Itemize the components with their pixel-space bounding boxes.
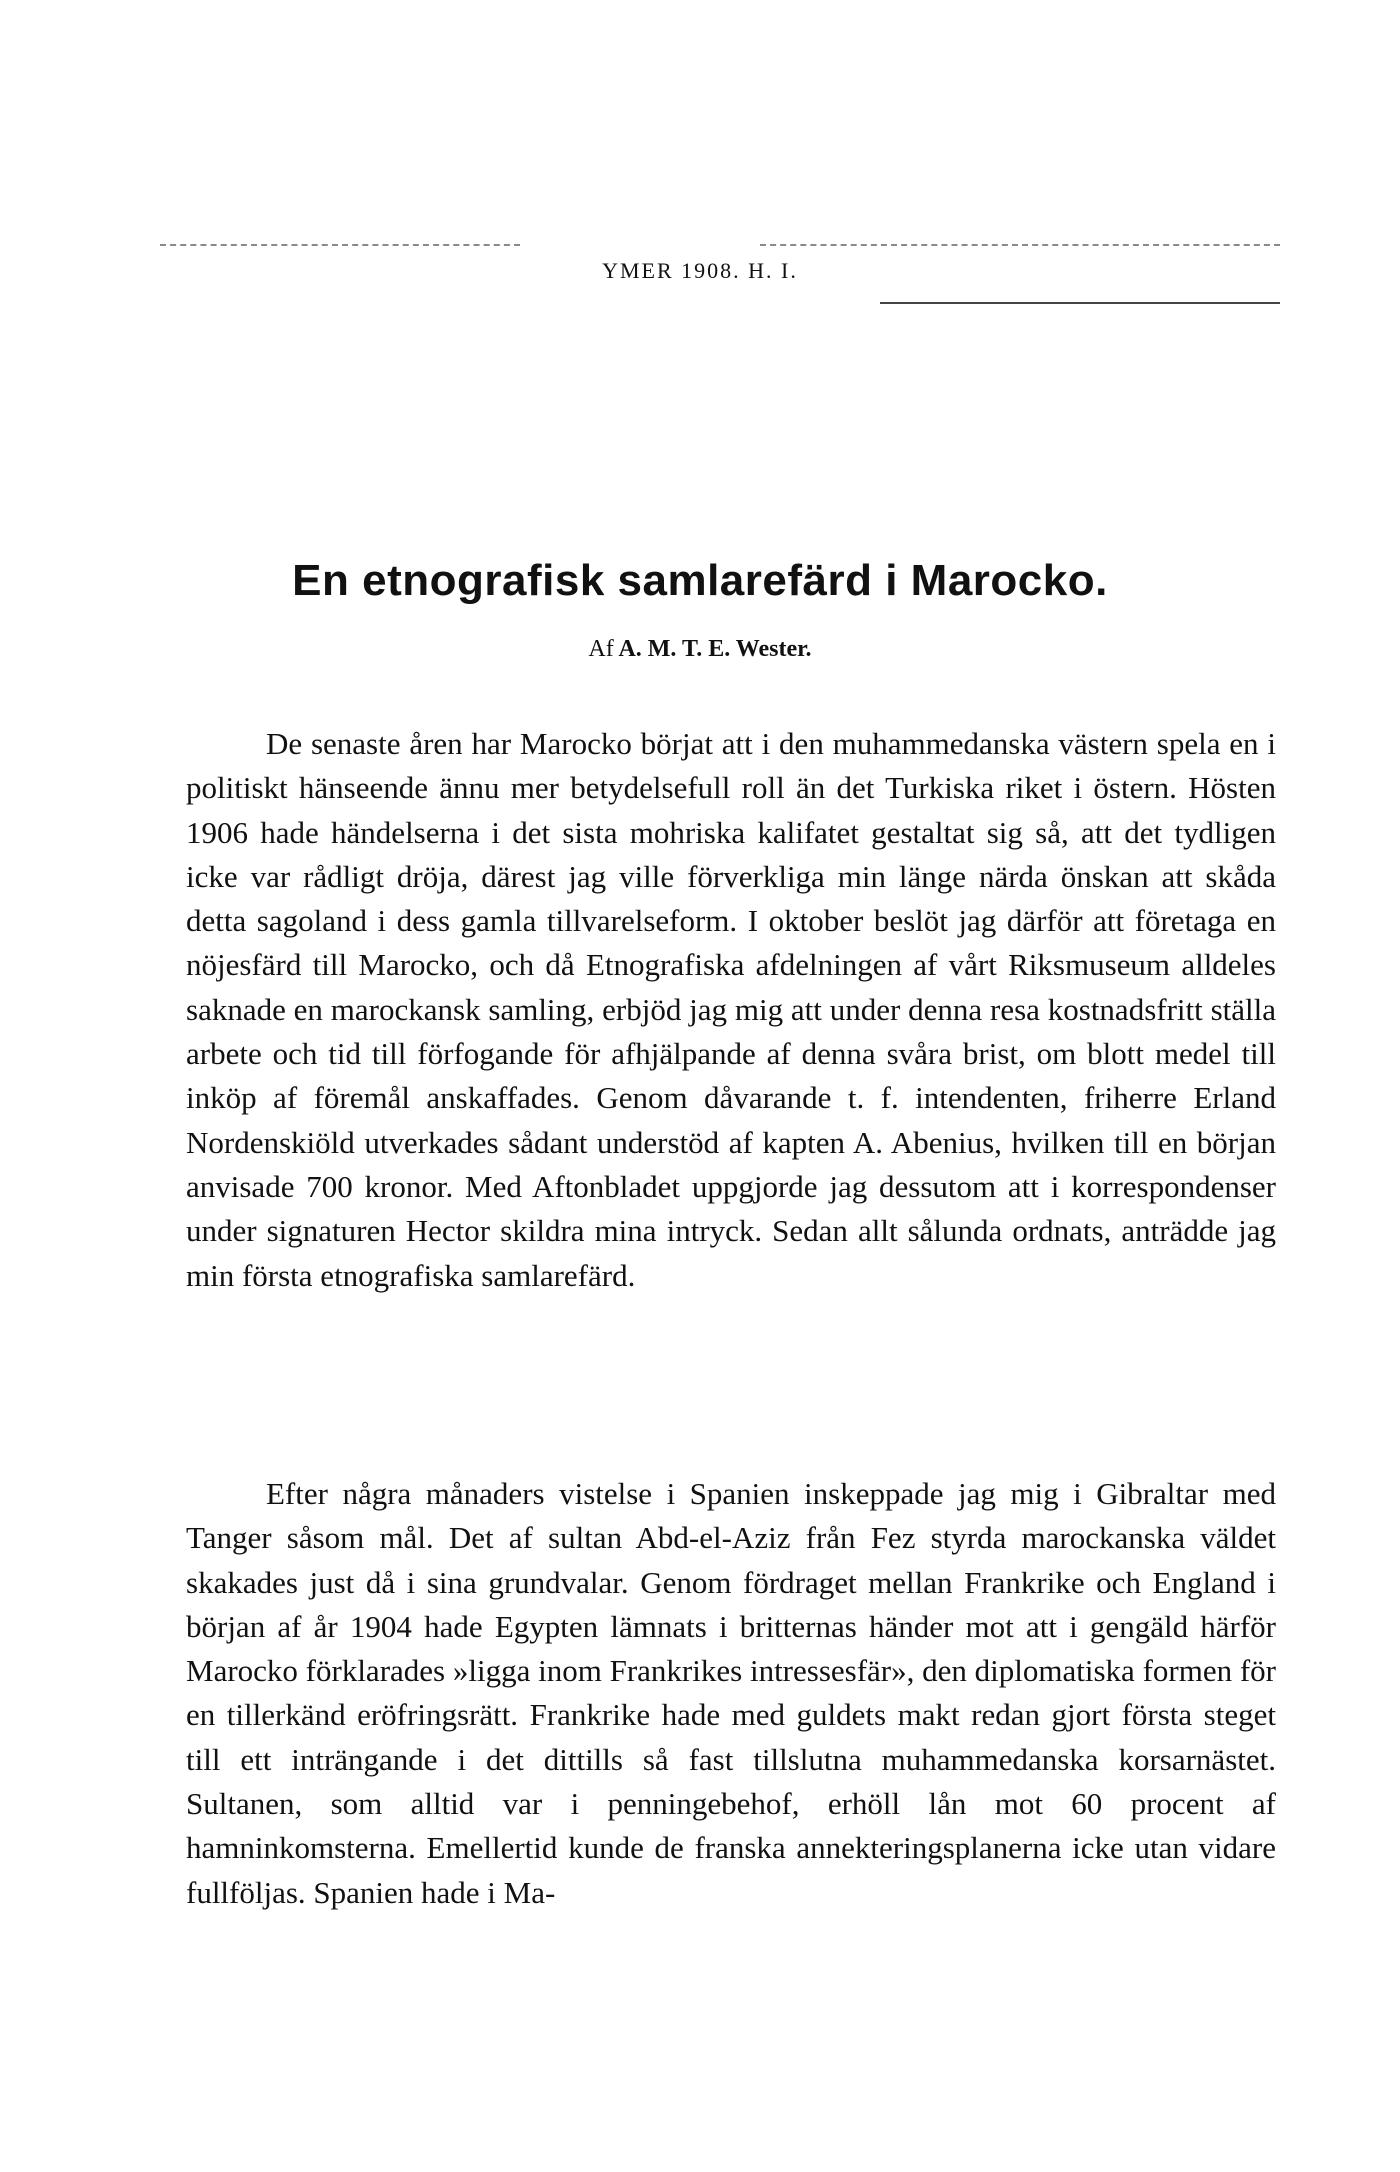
paragraph-1 <box>186 722 1276 1298</box>
paragraph-text: De senaste åren har Marocko börjat att i den muhammedanska västern spela en i politiskt hänseende ännu mer betydelsefull roll än det Turkiska riket i östern. Hösten 1906 hade händelserna i det sista mohriska kalifatet gestaltat sig så, att det tydligen icke var rådligt dröja, därest jag ville förverkliga min länge närda önskan att skåda detta sagoland i dess gamla tillvarelseform. I oktober beslöt jag därför att företaga en nöjesfärd till Marocko, och då Etnografiska afdelningen af vårt Riksmuseum alldeles saknade en marockansk samling, erbjöd jag mig att under denna resa kostnadsfritt ställa arbete och tid till förfogande för afhjälpande af denna svåra brist, om blott medel till inköp af föremål anskaffades. Genom dåvarande t. f. intendenten, friherre Erland Nordenskiöld utverkades sådant understöd af kapten A. Abenius, hvilken till en början anvisade 700 kronor. Med Aftonbladet uppgjorde jag dessutom att i korrespondenser under signaturen Hector skildra mina intryck. Sedan allt sålunda ordnats, anträdde jag min första etnografiska samlarefärd. <box>186 726 1276 1293</box>
author-name: A. M. T. E. Wester. <box>618 636 812 662</box>
paragraph-2 <box>186 1472 1276 1915</box>
header-rule-left <box>160 244 520 246</box>
header-rule-right <box>760 244 1280 246</box>
article-title: En etnografisk samlarefärd i Marocko. <box>292 556 1108 605</box>
author-prefix: Af <box>588 636 614 662</box>
header-rule-bottom <box>880 302 1280 304</box>
paragraph-text: Efter några månaders vistelse i Spanien inskeppade jag mig i Gibraltar med Tanger såsom mål. Det af sultan Abd-el-Aziz från Fez styrda marockanska väldet skakades just då i sina grundvalar. Genom fördraget mellan Frankrike och England i början af år 1904 hade Egypten lämnats i britternas händer mot att i gengäld härför Marocko förklarades »ligga inom Frankrikes intressesfär», den diplomatiska formen för en tillerkänd eröfringsrätt. Frankrike hade med guldets makt redan gjort första steget till ett inträngande i det dittills så fast tillslutna muhammedanska korsarnästet. Sultanen, som alltid var i penningebehof, erhöll lån mot 60 procent af hamninkomsterna. Emellertid kunde de franska annekteringsplanerna icke utan vidare fullföljas. Spanien hade i Ma- <box>186 1476 1276 1910</box>
author-line <box>0 636 1400 663</box>
running-head: YMER 1908. H. I. <box>602 258 798 283</box>
